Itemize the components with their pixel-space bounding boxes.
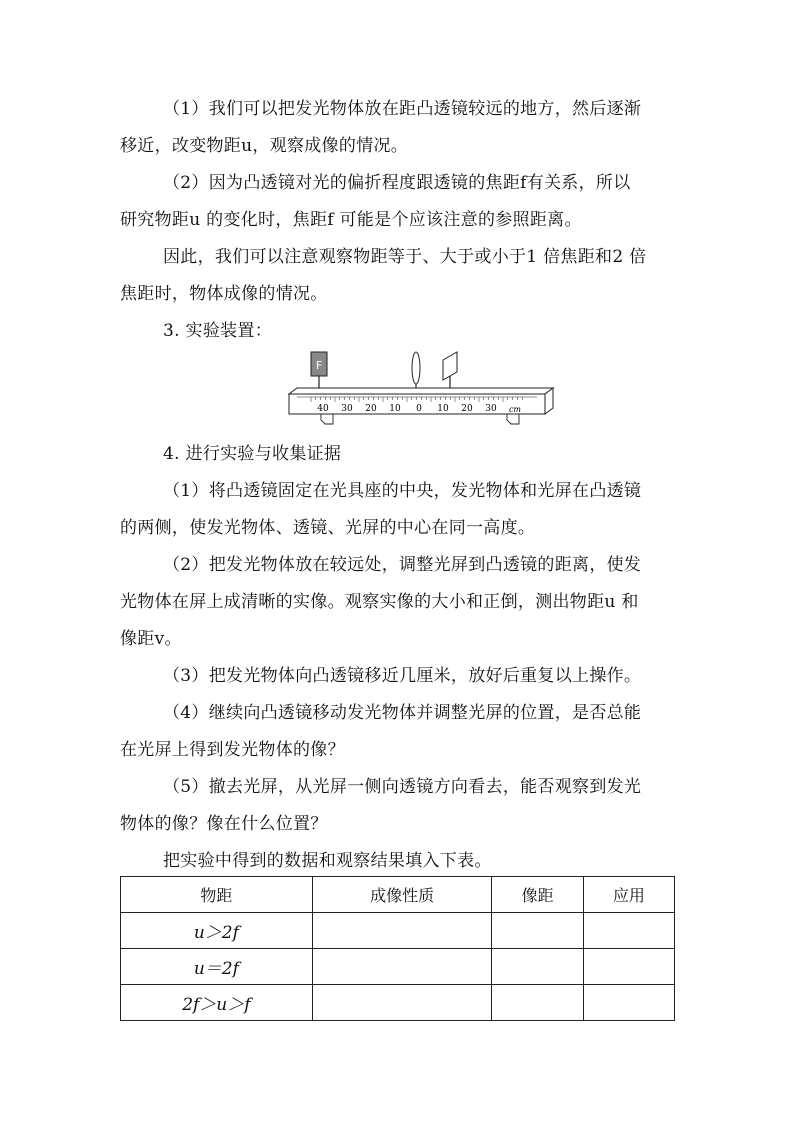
table-cell[interactable]: [583, 913, 674, 949]
section-heading-apparatus: 3. 实验装置：: [163, 321, 273, 341]
paragraph-3-line-2: 焦距时，物体成像的情况。: [120, 284, 328, 304]
tick-label: 0: [416, 404, 422, 414]
paragraph-2-line-2: 研究物距u 的变化时，焦距f 可能是个应该注意的参照距离。: [120, 210, 582, 230]
table-cell[interactable]: [312, 913, 492, 949]
tick-label: 40: [317, 404, 329, 414]
step-1-line-1: （1）将凸透镜固定在光具座的中央，发光物体和光屏在凸透镜: [163, 481, 642, 501]
tick-label: 30: [485, 404, 497, 414]
tick-label: 20: [461, 404, 473, 414]
step-4-line-2: 在光屏上得到发光物体的像？: [120, 740, 345, 760]
step-2-line-3: 像距v。: [120, 629, 182, 649]
row-condition: 2f＞u＞f: [121, 985, 313, 1021]
row-condition: u＝2f: [121, 949, 313, 985]
table-cell[interactable]: [492, 985, 583, 1021]
paragraph-1-line-2: 移近，改变物距u，观察成像的情况。: [120, 136, 409, 156]
step-5-line-2: 物体的像？像在什么位置？: [120, 814, 328, 834]
bench-top: [289, 388, 553, 394]
tick-label: 30: [341, 404, 353, 414]
table-cell[interactable]: [312, 949, 492, 985]
header-object-distance: 物距: [121, 877, 313, 913]
step-3-line-1: （3）把发光物体向凸透镜移近几厘米，放好后重复以上操作。: [163, 666, 642, 686]
table-cell[interactable]: [583, 949, 674, 985]
table-intro: 把实验中得到的数据和观察结果填入下表。: [163, 851, 492, 871]
paragraph-2-line-1: （2）因为凸透镜对光的偏折程度跟透镜的焦距f有关系，所以: [163, 173, 631, 193]
table-cell[interactable]: [492, 913, 583, 949]
table-row: [121, 949, 675, 985]
step-2-line-2: 光物体在屏上成清晰的实像。观察实像的大小和正倒，测出物距u 和: [120, 592, 639, 612]
bench-foot-left: [321, 414, 333, 424]
table-cell[interactable]: [583, 985, 674, 1021]
table-cell[interactable]: [492, 949, 583, 985]
table-row: [121, 985, 675, 1021]
table-cell[interactable]: [312, 985, 492, 1021]
table-row: [121, 913, 675, 949]
paragraph-1-line-1: （1）我们可以把发光物体放在距凸透镜较远的地方，然后逐渐: [163, 99, 642, 119]
header-image-nature: 成像性质: [312, 877, 492, 913]
unit-label: cm: [508, 405, 522, 414]
step-1-line-2: 的两侧，使发光物体、透镜、光屏的中心在同一高度。: [120, 518, 536, 538]
results-table: [120, 876, 675, 1021]
scale-labels: [317, 404, 521, 414]
row-condition: u＞2f: [121, 913, 313, 949]
flag-letter: F: [315, 359, 323, 372]
step-5-line-1: （5）撤去光屏，从光屏一侧向透镜方向看去，能否观察到发光: [163, 777, 642, 797]
tick-label: 10: [389, 404, 401, 414]
paragraph-3-line-1: 因此，我们可以注意观察物距等于、大于或小于1 倍焦距和2 倍: [163, 247, 647, 267]
light-screen: [443, 352, 457, 380]
tick-label: 20: [365, 404, 377, 414]
header-application: 应用: [583, 877, 674, 913]
convex-lens: [412, 352, 420, 384]
step-2-line-1: （2）把发光物体放在较远处，调整光屏到凸透镜的距离，使发: [163, 555, 642, 575]
optical-bench-diagram: [285, 348, 557, 436]
header-image-distance: 像距: [492, 877, 583, 913]
table-header-row: [121, 877, 675, 913]
step-4-line-1: （4）继续向凸透镜移动发光物体并调整光屏的位置，是否总能: [163, 703, 642, 723]
tick-label: 10: [437, 404, 449, 414]
section-heading-experiment: 4. 进行实验与收集证据: [163, 444, 342, 464]
bench-foot-right: [507, 414, 519, 424]
